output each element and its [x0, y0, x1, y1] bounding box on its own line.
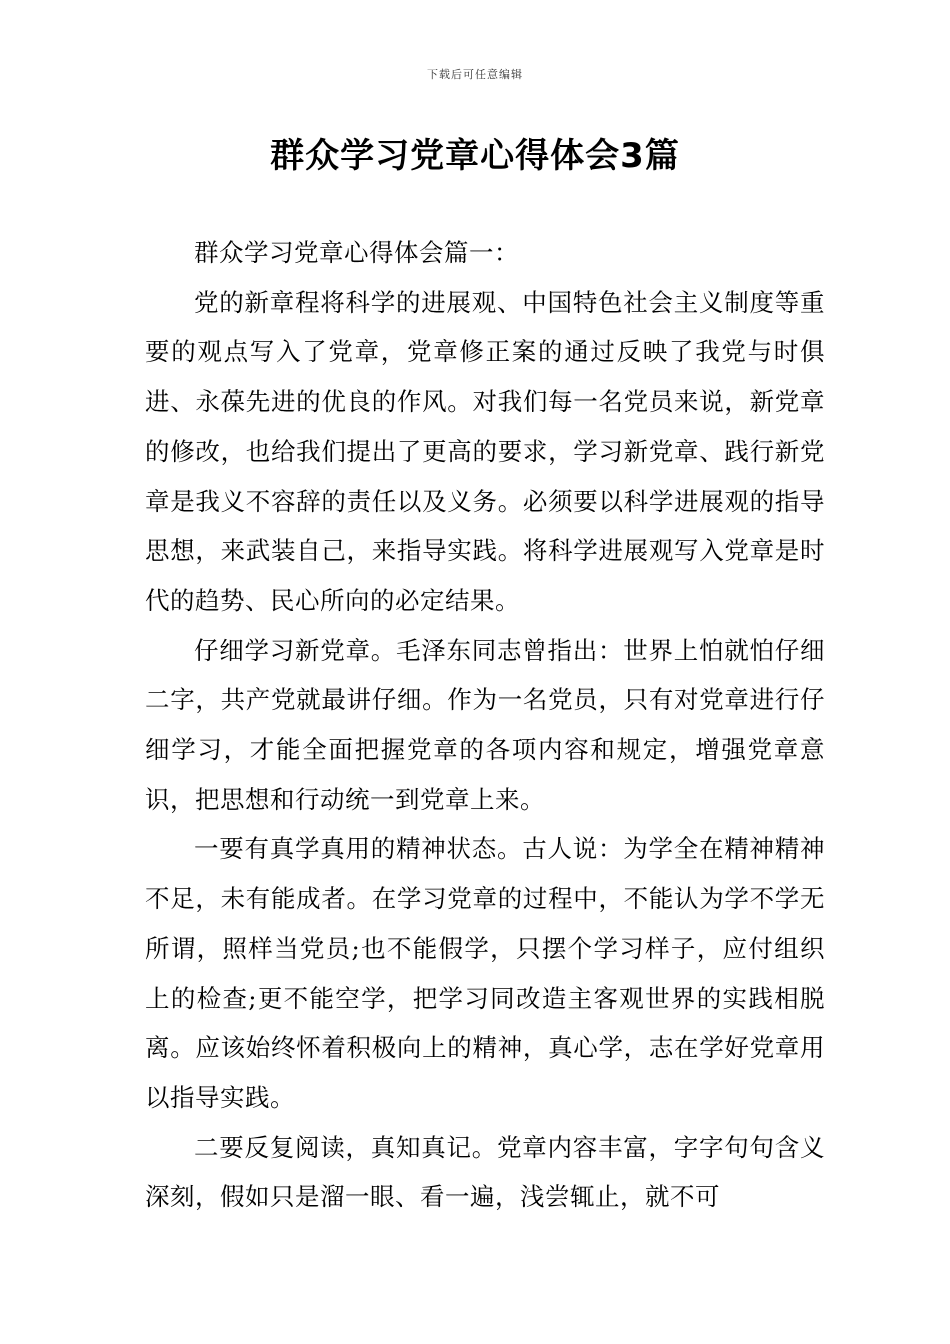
paragraph-1: 党的新章程将科学的进展观、中国特色社会主义制度等重要的观点写入了党章，党章修正案的通过反映了我党与时俱进、永葆先进的优良的作风。对我们每一名党员来说，新党章的修改，也给我们提出了更高的要求，学习新党章、践行新党章是我义不容辞的责任以及义务。必须要以科学进展观的指导思想，来武装自己，来指导实践。将科学进展观写入党章是时代的趋势、民心所向的必定结果。	[145, 287, 825, 615]
paragraph-4: 二要反复阅读，真知真记。党章内容丰富，字字句句含义深刻，假如只是溜一眼、看一遍，浅尝辄止，就不可	[145, 1132, 825, 1212]
paragraph-3: 一要有真学真用的精神状态。古人说：为学全在精神精神不足，未有能成者。在学习党章的过程中，不能认为学不学无所谓，照样当党员;也不能假学，只摆个学习样子，应付组织上的检查;更不能空学，把学习同改造主客观世界的实践相脱离。应该始终怀着积极向上的精神，真心学，志在学好党章用以指导实践。	[145, 834, 825, 1112]
document-body	[145, 228, 825, 1222]
header-note: 下载后可任意编辑	[427, 68, 523, 81]
section-heading: 群众学习党章心得体会篇一：	[194, 238, 519, 267]
document-title: 群众学习党章心得体会3篇	[270, 136, 680, 176]
paragraph-2: 仔细学习新党章。毛泽东同志曾指出：世界上怕就怕仔细二字，共产党就最讲仔细。作为一名党员，只有对党章进行仔细学习，才能全面把握党章的各项内容和规定，增强党章意识，把思想和行动统一到党章上来。	[145, 635, 825, 814]
